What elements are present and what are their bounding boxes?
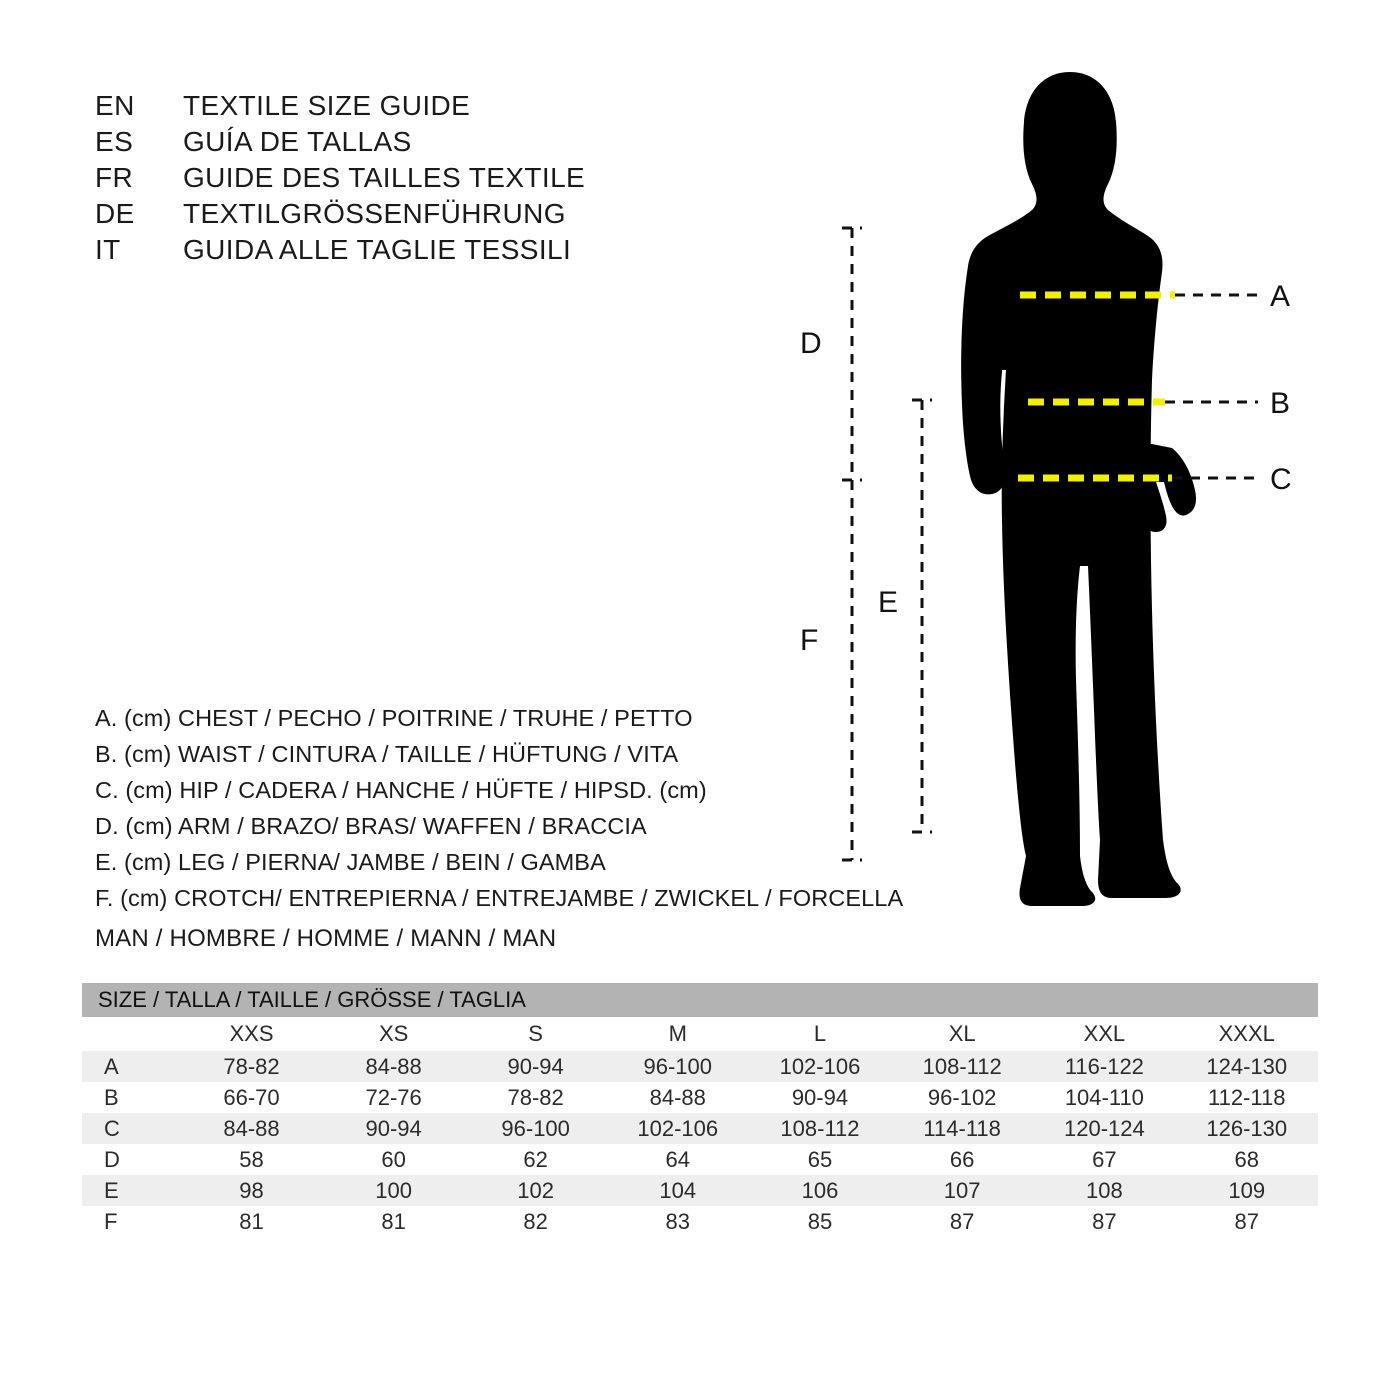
cell-c-l: 108-112 (749, 1113, 891, 1144)
cell-d-s: 62 (465, 1144, 607, 1175)
cell-d-xl: 66 (891, 1144, 1033, 1175)
gender-label: MAN / HOMBRE / HOMME / MANN / MAN (95, 925, 557, 952)
table-row (82, 1144, 1318, 1175)
cell-d-xs: 60 (323, 1144, 465, 1175)
title-row-fr (95, 160, 715, 196)
cell-b-m: 84-88 (607, 1082, 749, 1113)
marker-label-c: C (1270, 463, 1292, 496)
size-m: M (607, 1017, 749, 1051)
legend-item-d: D. (cm) ARM / BRAZO/ BRAS/ WAFFEN / BRACCIA (95, 813, 647, 839)
size-xs: XS (323, 1017, 465, 1051)
legend-item-c: C. (cm) HIP / CADERA / HANCHE / HÜFTE / HIPSD. (cm) (95, 777, 707, 803)
cell-e-l: 106 (749, 1175, 891, 1206)
cell-f-s: 82 (465, 1206, 607, 1237)
table-row (82, 1082, 1318, 1113)
cell-c-m: 102-106 (607, 1113, 749, 1144)
table-size-row (82, 1017, 1318, 1051)
legend-item-a: A. (cm) CHEST / PECHO / POITRINE / TRUHE / PETTO (95, 705, 693, 731)
cell-b-l: 90-94 (749, 1082, 891, 1113)
cell-f-xl: 87 (891, 1206, 1033, 1237)
size-l: L (749, 1017, 891, 1051)
title-text-it: GUIDA ALLE TAGLIE TESSILI (183, 234, 572, 265)
cell-c-s: 96-100 (465, 1113, 607, 1144)
cell-f-l: 85 (749, 1206, 891, 1237)
title-text-fr: GUIDE DES TAILLES TEXTILE (183, 162, 586, 193)
cell-f-xxxl: 87 (1175, 1206, 1318, 1237)
row-label-b: B (82, 1082, 180, 1113)
cell-b-xxs: 66-70 (180, 1082, 322, 1113)
vertical-dimension-lines (842, 228, 932, 860)
marker-label-a: A (1270, 280, 1291, 313)
measurement-legend (95, 700, 904, 916)
cell-e-m: 104 (607, 1175, 749, 1206)
marker-label-d: D (800, 327, 822, 360)
table-title: SIZE / TALLA / TAILLE / GRÖSSE / TAGLIA (82, 983, 1318, 1017)
title-text-es: GUÍA DE TALLAS (183, 126, 412, 157)
cell-c-xxs: 84-88 (180, 1113, 322, 1144)
cell-b-xs: 72-76 (323, 1082, 465, 1113)
cell-d-m: 64 (607, 1144, 749, 1175)
title-row-en (95, 88, 715, 124)
cell-f-xxs: 81 (180, 1206, 322, 1237)
cell-e-xxs: 98 (180, 1175, 322, 1206)
size-s: S (465, 1017, 607, 1051)
table-row (82, 1175, 1318, 1206)
cell-a-s: 90-94 (465, 1051, 607, 1082)
table-header-row (82, 983, 1318, 1017)
row-label-a: A (82, 1051, 180, 1082)
size-xl: XL (891, 1017, 1033, 1051)
size-chart-table (82, 983, 1318, 1237)
table-row (82, 1206, 1318, 1237)
cell-a-l: 102-106 (749, 1051, 891, 1082)
cell-c-xxl: 120-124 (1033, 1113, 1175, 1144)
cell-d-xxs: 58 (180, 1144, 322, 1175)
row-label-c: C (82, 1113, 180, 1144)
cell-a-xl: 108-112 (891, 1051, 1033, 1082)
cell-c-xs: 90-94 (323, 1113, 465, 1144)
cell-e-xxl: 108 (1033, 1175, 1175, 1206)
cell-f-m: 83 (607, 1206, 749, 1237)
measurement-leaders (1165, 295, 1258, 478)
title-lang-it: IT (95, 234, 121, 265)
body-silhouette (961, 72, 1196, 906)
title-row-de (95, 196, 715, 232)
cell-f-xxl: 87 (1033, 1206, 1175, 1237)
table-row (82, 1051, 1318, 1082)
cell-a-xxl: 116-122 (1033, 1051, 1175, 1082)
cell-e-xxxl: 109 (1175, 1175, 1318, 1206)
legend-item-e: E. (cm) LEG / PIERNA/ JAMBE / BEIN / GAMBA (95, 849, 606, 875)
cell-e-xl: 107 (891, 1175, 1033, 1206)
cell-b-xxxl: 112-118 (1175, 1082, 1318, 1113)
marker-label-e: E (878, 586, 899, 619)
row-label-f: F (82, 1206, 180, 1237)
cell-c-xl: 114-118 (891, 1113, 1033, 1144)
size-row-corner (82, 1017, 180, 1051)
title-lang-de: DE (95, 198, 135, 229)
title-text-en: TEXTILE SIZE GUIDE (183, 90, 471, 121)
title-lang-es: ES (95, 126, 134, 157)
cell-d-xxl: 67 (1033, 1144, 1175, 1175)
cell-b-s: 78-82 (465, 1082, 607, 1113)
cell-a-m: 96-100 (607, 1051, 749, 1082)
size-xxl: XXL (1033, 1017, 1175, 1051)
cell-b-xxl: 104-110 (1033, 1082, 1175, 1113)
cell-a-xxxl: 124-130 (1175, 1051, 1318, 1082)
marker-label-b: B (1270, 387, 1291, 420)
size-xxs: XXS (180, 1017, 322, 1051)
cell-a-xxs: 78-82 (180, 1051, 322, 1082)
cell-d-l: 65 (749, 1144, 891, 1175)
row-label-e: E (82, 1175, 180, 1206)
cell-f-xs: 81 (323, 1206, 465, 1237)
title-lang-fr: FR (95, 162, 134, 193)
cell-a-xs: 84-88 (323, 1051, 465, 1082)
title-text-de: TEXTILGRÖSSENFÜHRUNG (183, 198, 566, 229)
cell-e-s: 102 (465, 1175, 607, 1206)
size-xxxl: XXXL (1175, 1017, 1318, 1051)
cell-e-xs: 100 (323, 1175, 465, 1206)
title-row-es (95, 124, 715, 160)
legend-item-b: B. (cm) WAIST / CINTURA / TAILLE / HÜFTUNG / VITA (95, 741, 679, 767)
cell-d-xxxl: 68 (1175, 1144, 1318, 1175)
marker-label-f: F (800, 624, 819, 657)
legend-item-f: F. (cm) CROTCH/ ENTREPIERNA / ENTREJAMBE / ZWICKEL / FORCELLA (95, 885, 904, 911)
title-lang-en: EN (95, 90, 135, 121)
cell-c-xxxl: 126-130 (1175, 1113, 1318, 1144)
cell-b-xl: 96-102 (891, 1082, 1033, 1113)
row-label-d: D (82, 1144, 180, 1175)
title-block (95, 88, 715, 268)
table-row (82, 1113, 1318, 1144)
title-row-it (95, 232, 715, 268)
body-measurement-diagram (770, 50, 1350, 950)
